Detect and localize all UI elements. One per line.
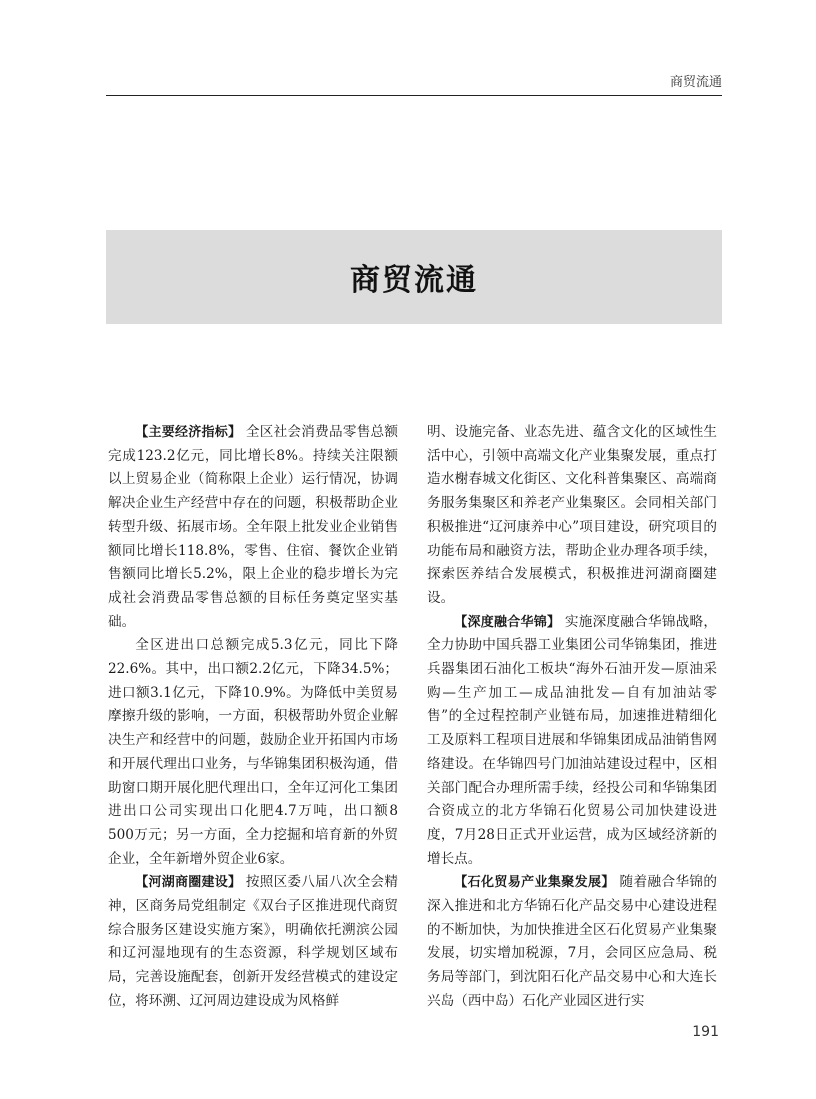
paragraph-text: 全区进出口总额完成5.3亿元，同比下降22.6%。其中，出口额2.2亿元，下降34.5%；进口额3.1亿元，下降10.9%。为降低中美贸易摩擦升级的影响，一方面，积极帮助外贸企业解决生产和经营中的问题，鼓励企业开拓国内市场和开展代理出口业务，与华锦集团积极沟通，借助窗口期开展化肥代理出口，全年辽河化工集团进出口公司实现出口化肥4.7万吨，出口额8 500万元；另一方面，全力挖掘和培育新的外贸企业，全年新增外贸企业6家。 bbox=[108, 637, 398, 867]
paragraph-text: 明、设施完备、业态先进、蕴含文化的区域性生活中心，引领中高端文化产业集聚发展，重点打造水榭春城文化街区、文化科普集聚区、高端商务服务集聚区和养老产业集聚区。会同相关部门积极推进“辽河康养中心”项目建设，研究项目的功能布局和融资方法，帮助企业办理各项手续，探索医养结合发展模式，积极推进河湖商圈建设。 bbox=[427, 424, 717, 606]
section-heading: 【深度融合华锦】 bbox=[454, 614, 561, 630]
paragraph-huajin-integration bbox=[427, 611, 717, 872]
section-heading: 【主要经济指标】 bbox=[135, 425, 242, 440]
paragraph-text: 随着融合华锦的深入推进和北方华锦石化产品交易中心建设进程的不断加快，为加快推进全区石化贸易产业集聚发展，切实增加税源，7月，会同区应急局、税务局等部门，到沈阳石化产品交易中心和大连长兴岛（西中岛）石化产业园区进行实 bbox=[427, 874, 717, 1009]
paragraph-business-district bbox=[108, 871, 398, 1013]
right-column bbox=[427, 421, 717, 1014]
section-heading: 【石化贸易产业集聚发展】 bbox=[454, 875, 615, 891]
section-heading: 【河湖商圈建设】 bbox=[135, 875, 242, 891]
paragraph-import-export bbox=[108, 634, 398, 871]
paragraph-economic-indicators bbox=[108, 421, 398, 634]
paragraph-petrochem-trade bbox=[427, 871, 717, 1013]
chapter-title-band bbox=[106, 230, 722, 324]
header-divider bbox=[106, 95, 722, 96]
paragraph-text: 按照区委八届八次全会精神，区商务局党组制定《双台子区推进现代商贸综合服务区建设实施方案》，明确依托溯滨公园和辽河湿地现有的生态资源，科学规划区域布局，完善设施配套，创新开发经营模式的建设定位，将环溯、辽河周边建设成为风格鲜 bbox=[108, 874, 399, 1009]
running-header: 商贸流通 bbox=[669, 75, 722, 90]
chapter-title: 商贸流通 bbox=[350, 263, 478, 298]
paragraph-continuation bbox=[427, 421, 717, 611]
paragraph-text: 实施深度融合华锦战略，全力协助中国兵器工业集团公司华锦集团，推进兵器集团石油化工板块“海外石油开发—原油采购—生产加工—成品油批发—自有加油站零售”的全过程控制产业链布局，加速推进精细化工及原料工程项目进展和华锦集团成品油销售网络建设。在华锦四号门加油站建设过程中，区相关部门配合办理所需手续，经投公司和华锦集团合资成立的北方华锦石化贸易公司加快建设进度，7月28日正式开业运营，成为区域经济新的增长点。 bbox=[427, 613, 718, 867]
left-column bbox=[108, 421, 398, 1014]
paragraph-text: 全区社会消费品零售总额完成123.2亿元，同比增长8%。持续关注限额以上贸易企业（简称限上企业）运行情况，协调解决企业生产经营中存在的问题，积极帮助企业转型升级、拓展市场。全年限上批发业企业销售额同比增长118.8%，零售、住宿、餐饮企业销售额同比增长5.2%，限上企业的稳步增长为完成社会消费品零售总额的目标任务奠定坚实基础。 bbox=[108, 424, 399, 630]
page-number: 191 bbox=[692, 1024, 719, 1040]
